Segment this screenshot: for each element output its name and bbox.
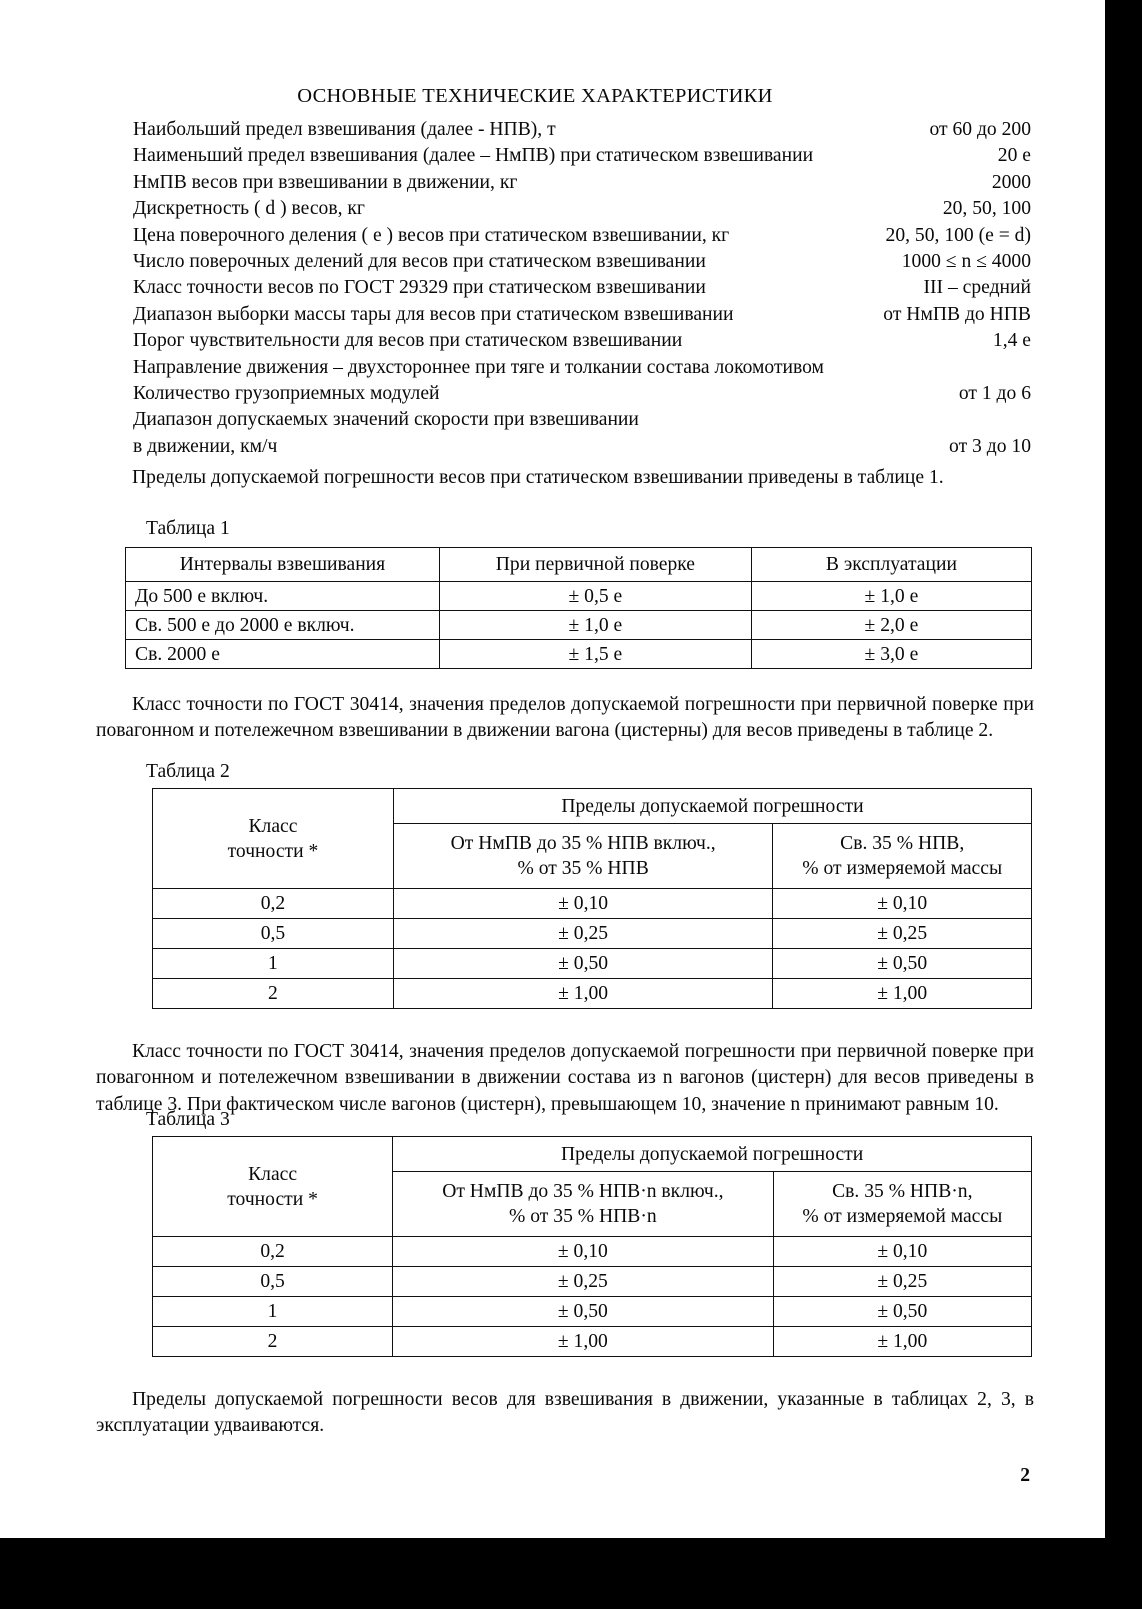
paragraph-text: Пределы допускаемой погрешности весов для взвешивания в движении, указанные в таблицах 2, 3, в эксплуатации удваиваются. bbox=[96, 1389, 1034, 1437]
spec-label: НмПВ весов при взвешивании в движении, кг bbox=[133, 171, 518, 193]
table-cell: 2 bbox=[153, 1327, 393, 1357]
table-header-cell: Интервалы взвешивания bbox=[126, 548, 440, 582]
table-header-cell-span: Пределы допускаемой погрешности bbox=[393, 789, 1031, 824]
table-3-caption: Таблица 3 bbox=[146, 1109, 230, 1130]
header-line-2: точности * bbox=[227, 840, 319, 862]
header-line-1: Св. 35 % НПВ, bbox=[840, 833, 965, 854]
page-title: ОСНОВНЫЕ ТЕХНИЧЕСКИЕ ХАРАКТЕРИСТИКИ bbox=[297, 85, 773, 107]
table-cell: ± 1,00 bbox=[393, 1327, 773, 1357]
table-row bbox=[153, 919, 1032, 949]
table-cell: ± 1,00 bbox=[773, 1327, 1031, 1357]
spec-row bbox=[133, 410, 1031, 436]
table-cell: ± 3,0 e bbox=[751, 640, 1031, 669]
spec-label: Дискретность ( d ) весов, кг bbox=[133, 198, 365, 220]
table-row bbox=[153, 1327, 1032, 1357]
spec-row bbox=[133, 120, 1031, 146]
table-cell: 2 bbox=[153, 979, 394, 1009]
table-cell: 0,5 bbox=[153, 1267, 393, 1297]
table-cell: ± 0,10 bbox=[393, 1237, 773, 1267]
table-cell: Св. 500 e до 2000 e включ. bbox=[126, 611, 440, 640]
table-cell: ± 1,00 bbox=[393, 979, 773, 1009]
paragraph-text: Пределы допускаемой погрешности весов при статическом взвешивании приведены в таблице 1. bbox=[132, 467, 944, 488]
table-cell: 0,2 bbox=[153, 1237, 393, 1267]
table-header-cell bbox=[773, 824, 1032, 889]
spec-label: Наибольший предел взвешивания (далее - НПВ), т bbox=[133, 119, 556, 140]
table-cell: ± 0,10 bbox=[773, 1237, 1031, 1267]
table-cell: ± 0,5 e bbox=[439, 582, 751, 611]
spec-label: Порог чувствительности для весов при статическом взвешивании bbox=[133, 330, 683, 352]
spec-row bbox=[133, 331, 1031, 357]
spec-row bbox=[133, 358, 1031, 384]
table-cell: ± 0,50 bbox=[773, 949, 1032, 979]
table-header-cell bbox=[773, 1172, 1031, 1237]
table-1-caption: Таблица 1 bbox=[146, 518, 230, 539]
table-row bbox=[153, 1237, 1032, 1267]
header-line-1: От НмПВ до 35 % НПВ включ., bbox=[450, 833, 716, 854]
table-cell: ± 1,0 e bbox=[439, 611, 751, 640]
paragraph-intro-table1 bbox=[96, 465, 1034, 491]
table-cell: ± 0,10 bbox=[773, 889, 1032, 919]
table-cell: 1 bbox=[153, 1297, 393, 1327]
table-cell: ± 0,25 bbox=[393, 919, 773, 949]
table-cell: ± 0,50 bbox=[393, 949, 773, 979]
spec-row bbox=[133, 173, 1031, 199]
paragraph-text: Класс точности по ГОСТ 30414, значения пределов допускаемой погрешности при первичной поверке при повагонном и потележечном взвешивании в движении состава из n вагонов (цистерн) для весов приведены в таблице 3. При фактическом числе вагонов (цистерн), превышающем 10, значение n принимают равным 10. bbox=[96, 1041, 1034, 1115]
spec-value: 20, 50, 100 (e = d) bbox=[885, 224, 1031, 246]
spec-label: Наименьший предел взвешивания (далее – НмПВ) при статическом взвешивании bbox=[133, 145, 814, 167]
spec-value: от НмПВ до НПВ bbox=[883, 303, 1031, 325]
header-line-2: % от измеряемой массы bbox=[802, 1206, 1003, 1227]
table-2-caption: Таблица 2 bbox=[146, 761, 230, 782]
spec-row bbox=[133, 305, 1031, 331]
table-cell: ± 1,00 bbox=[773, 979, 1032, 1009]
table-cell: 1 bbox=[153, 949, 394, 979]
spec-row bbox=[133, 226, 1031, 252]
spec-value: 20 e bbox=[997, 145, 1031, 167]
spec-row bbox=[133, 278, 1031, 304]
spec-value: от 1 до 6 bbox=[958, 382, 1031, 404]
table-header-cell: В эксплуатации bbox=[751, 548, 1031, 582]
spec-value: 1000 ≤ n ≤ 4000 bbox=[901, 250, 1031, 272]
table-2 bbox=[152, 788, 1032, 1009]
spec-label: Цена поверочного деления ( e ) весов при статическом взвешивании, кг bbox=[133, 224, 730, 246]
paragraph-intro-table2 bbox=[96, 692, 1034, 745]
spec-row bbox=[133, 199, 1031, 225]
table-row bbox=[153, 889, 1032, 919]
table-3 bbox=[152, 1136, 1032, 1357]
spec-value: 1,4 e bbox=[992, 330, 1031, 352]
spec-row bbox=[133, 437, 1031, 463]
table-header-cell bbox=[393, 824, 773, 889]
spec-row bbox=[133, 146, 1031, 172]
table-cell: ± 1,5 e bbox=[439, 640, 751, 669]
table-cell: ± 0,25 bbox=[773, 919, 1032, 949]
table-row bbox=[153, 1267, 1032, 1297]
spec-label: в движении, км/ч bbox=[133, 435, 278, 457]
table-cell: ± 0,10 bbox=[393, 889, 773, 919]
table-header-cell-class bbox=[153, 1137, 393, 1237]
table-row bbox=[153, 1297, 1032, 1327]
header-line-2: % от 35 % НПВ bbox=[517, 858, 649, 879]
paragraph-text: Класс точности по ГОСТ 30414, значения пределов допускаемой погрешности при первичной поверке при повагонном и потележечном взвешивании в движении вагона (цистерны) для весов приведены в таблице 2. bbox=[96, 694, 1034, 742]
table-cell: ± 0,50 bbox=[393, 1297, 773, 1327]
header-line-1: Класс bbox=[248, 815, 298, 837]
table-cell: ± 0,25 bbox=[393, 1267, 773, 1297]
table-1 bbox=[125, 547, 1032, 669]
paragraph-intro-table3 bbox=[96, 1039, 1034, 1118]
table-cell: Св. 2000 e bbox=[126, 640, 440, 669]
spec-label: Количество грузоприемных модулей bbox=[133, 382, 440, 404]
spec-label: Направление движения – двухстороннее при тяге и толкании состава локомотивом bbox=[133, 356, 824, 378]
page-number: 2 bbox=[1020, 1465, 1030, 1486]
specifications-list bbox=[133, 120, 1031, 463]
table-row-header bbox=[153, 789, 1032, 824]
table-cell: ± 0,50 bbox=[773, 1297, 1031, 1327]
table-header-cell-span: Пределы допускаемой погрешности bbox=[393, 1137, 1032, 1172]
table-row bbox=[126, 582, 1032, 611]
table-cell: 0,5 bbox=[153, 919, 394, 949]
table-cell: До 500 e включ. bbox=[126, 582, 440, 611]
header-line-1: Св. 35 % НПВ·n, bbox=[832, 1181, 973, 1202]
header-line-2: точности * bbox=[227, 1188, 318, 1210]
header-line-2: % от измеряемой массы bbox=[802, 858, 1003, 879]
table-header-cell bbox=[393, 1172, 773, 1237]
spec-value: 20, 50, 100 bbox=[942, 198, 1031, 220]
table-cell: ± 0,25 bbox=[773, 1267, 1031, 1297]
paragraph-closing bbox=[96, 1387, 1034, 1440]
table-row-header bbox=[126, 548, 1032, 582]
spec-label: Диапазон допускаемых значений скорости при взвешивании bbox=[133, 409, 639, 431]
header-line-1: Класс bbox=[248, 1163, 298, 1185]
spec-value: от 60 до 200 bbox=[929, 119, 1031, 140]
table-header-cell: При первичной поверке bbox=[439, 548, 751, 582]
table-row bbox=[126, 640, 1032, 669]
spec-row bbox=[133, 384, 1031, 410]
table-header-cell-class bbox=[153, 789, 394, 889]
spec-label: Класс точности весов по ГОСТ 29329 при статическом взвешивании bbox=[133, 277, 706, 299]
table-row bbox=[126, 611, 1032, 640]
spec-value: от 3 до 10 bbox=[949, 435, 1031, 457]
table-cell: 0,2 bbox=[153, 889, 394, 919]
spec-label: Число поверочных делений для весов при статическом взвешивании bbox=[133, 250, 706, 272]
spec-value: 2000 bbox=[991, 171, 1031, 193]
table-row bbox=[153, 949, 1032, 979]
table-cell: ± 2,0 e bbox=[751, 611, 1031, 640]
header-line-2: % от 35 % НПВ·n bbox=[509, 1206, 657, 1227]
spec-label: Диапазон выборки массы тары для весов при статическом взвешивании bbox=[133, 303, 734, 325]
spec-row bbox=[133, 252, 1031, 278]
table-cell: ± 1,0 e bbox=[751, 582, 1031, 611]
header-line-1: От НмПВ до 35 % НПВ·n включ., bbox=[442, 1181, 724, 1202]
spec-value: III – средний bbox=[923, 277, 1031, 299]
table-row-header bbox=[153, 1137, 1032, 1172]
table-row bbox=[153, 979, 1032, 1009]
